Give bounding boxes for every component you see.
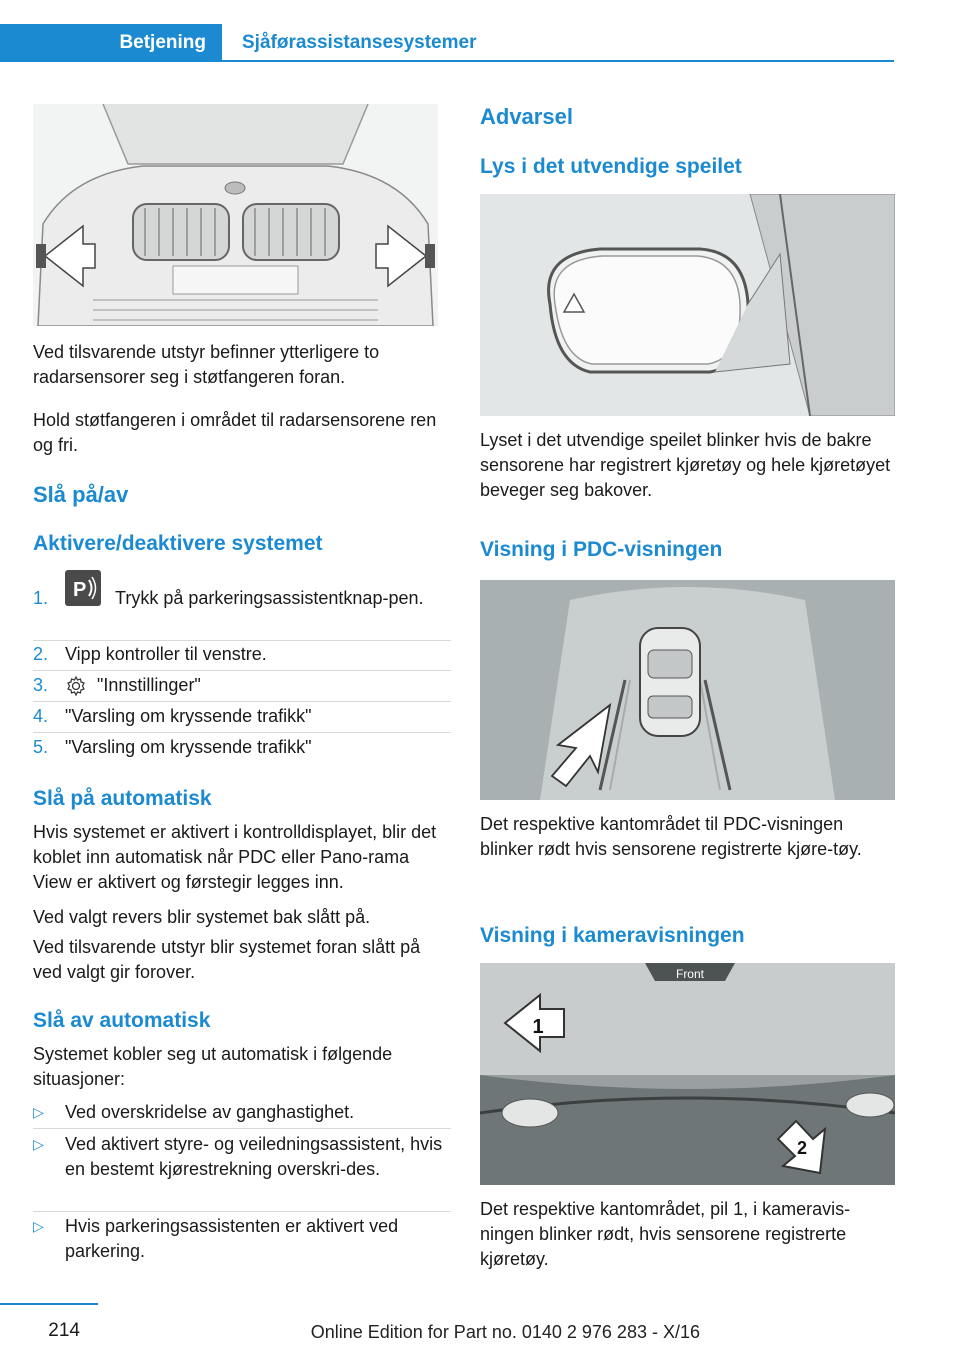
bullet-text: Hvis parkeringsassistenten er aktivert ved parkering. (65, 1216, 399, 1261)
paragraph-pdc: Det respektive kantområdet til PDC-visningen blinker rødt hvis sensorene registrerte kjøre‐tøy. (480, 814, 862, 859)
step-text: "Innstillinger" (97, 675, 201, 695)
step-1 (33, 579, 451, 636)
heading-mirror: Lys i det utvendige speilet (480, 155, 742, 178)
svg-text:P: P (73, 579, 87, 601)
camera-figure (480, 963, 895, 1185)
paragraph-keep-clean: Hold støtfangeren i området til radarsensorene ren og fri. (33, 410, 437, 455)
car-top-view (640, 628, 700, 736)
step-text: "Varsling om kryssende trafikk" (65, 706, 312, 726)
step-number: 2. (33, 644, 49, 664)
step-3 (33, 673, 451, 698)
step-divider (33, 732, 451, 733)
arrow-label-1: 1 (532, 1016, 544, 1038)
pdc-illustration (480, 580, 895, 800)
paragraph-sensors-front: Ved tilsvarende utstyr befinner ytterligere to radarsensorer seg i støtfangeren foran. (33, 342, 380, 387)
camera-illustration (480, 963, 895, 1185)
step-2 (33, 642, 451, 667)
step-5 (33, 735, 451, 760)
arrow-label-2: 2 (796, 1138, 808, 1158)
triangle-bullet-icon: ▷ (33, 1136, 44, 1152)
chapter-tab: Sjåførassistansesystemer (242, 32, 477, 53)
paragraph-forward: Ved tilsvarende utstyr blir systemet foran slått på ved valgt gir forover. (33, 937, 421, 982)
bullet-text: Ved aktivert styre- og veiledningsassistent, hvis en bestemt kjørestrekning overskri‐des. (65, 1134, 443, 1179)
footer-rule (0, 1303, 98, 1305)
car-front-figure (33, 104, 438, 326)
paragraph-camera: Det respektive kantområdet, pil 1, i kameravis‐ningen blinker rødt, hvis sensorene registrerte kjøretøy. (480, 1199, 851, 1269)
parking-assist-icon (65, 570, 101, 606)
bullet-divider (33, 1211, 451, 1212)
heading-auto-on: Slå på automatisk (33, 787, 212, 810)
step-divider (33, 640, 451, 641)
step-divider (33, 701, 451, 702)
page-number: 214 (48, 1320, 80, 1341)
step-4 (33, 704, 451, 729)
page-header (0, 0, 960, 60)
bullet-item (33, 1132, 451, 1207)
triangle-bullet-icon: ▷ (33, 1104, 44, 1120)
heading-warning: Advarsel (480, 104, 573, 129)
paragraph-auto-on: Hvis systemet er aktivert i kontrolldisplayet, blir det koblet inn automatisk når PDC eller Pano‐rama View er aktivert og førstegir legges inn. (33, 822, 437, 892)
gear-icon (65, 675, 87, 697)
header-rule (222, 60, 894, 62)
step-number: 4. (33, 706, 49, 726)
mirror-figure (480, 194, 895, 416)
heading-auto-off: Slå av automatisk (33, 1009, 211, 1032)
heading-camera: Visning i kameravisningen (480, 924, 745, 947)
bullet-item (33, 1214, 451, 1264)
edition-footer: Online Edition for Part no. 0140 2 976 283 - X/16 (310, 1322, 700, 1342)
bullet-text: Ved overskridelse av ganghastighet. (65, 1102, 355, 1122)
step-text: Trykk på parkeringsassistentknap‐pen. (115, 588, 424, 608)
triangle-bullet-icon: ▷ (33, 1218, 44, 1234)
bullet-divider (33, 1128, 451, 1129)
heading-activate: Aktivere/deaktivere systemet (33, 532, 323, 555)
step-text: "Varsling om kryssende trafikk" (65, 737, 312, 757)
step-number: 5. (33, 737, 49, 757)
mirror-illustration (480, 194, 895, 416)
pdc-figure (480, 580, 895, 800)
front-label: Front (675, 967, 705, 981)
step-divider (33, 670, 451, 671)
step-text: Vipp kontroller til venstre. (65, 644, 267, 664)
heading-pdc: Visning i PDC-visningen (480, 538, 723, 561)
bullet-item (33, 1100, 451, 1125)
heading-on-off: Slå på/av (33, 482, 129, 507)
step-number: 1. (33, 588, 49, 608)
paragraph-auto-off: Systemet kobler seg ut automatisk i følgende situasjoner: (33, 1044, 393, 1089)
paragraph-reverse: Ved valgt revers blir systemet bak slått på. (33, 907, 371, 927)
paragraph-mirror: Lyset i det utvendige speilet blinker hvis de bakre sensorene har registrert kjøretøy og hele kjøretøyet beveger seg bakover. (480, 430, 891, 500)
section-tab: Betjening (0, 24, 222, 62)
car-front-illustration (33, 104, 438, 326)
step-number: 3. (33, 675, 49, 695)
